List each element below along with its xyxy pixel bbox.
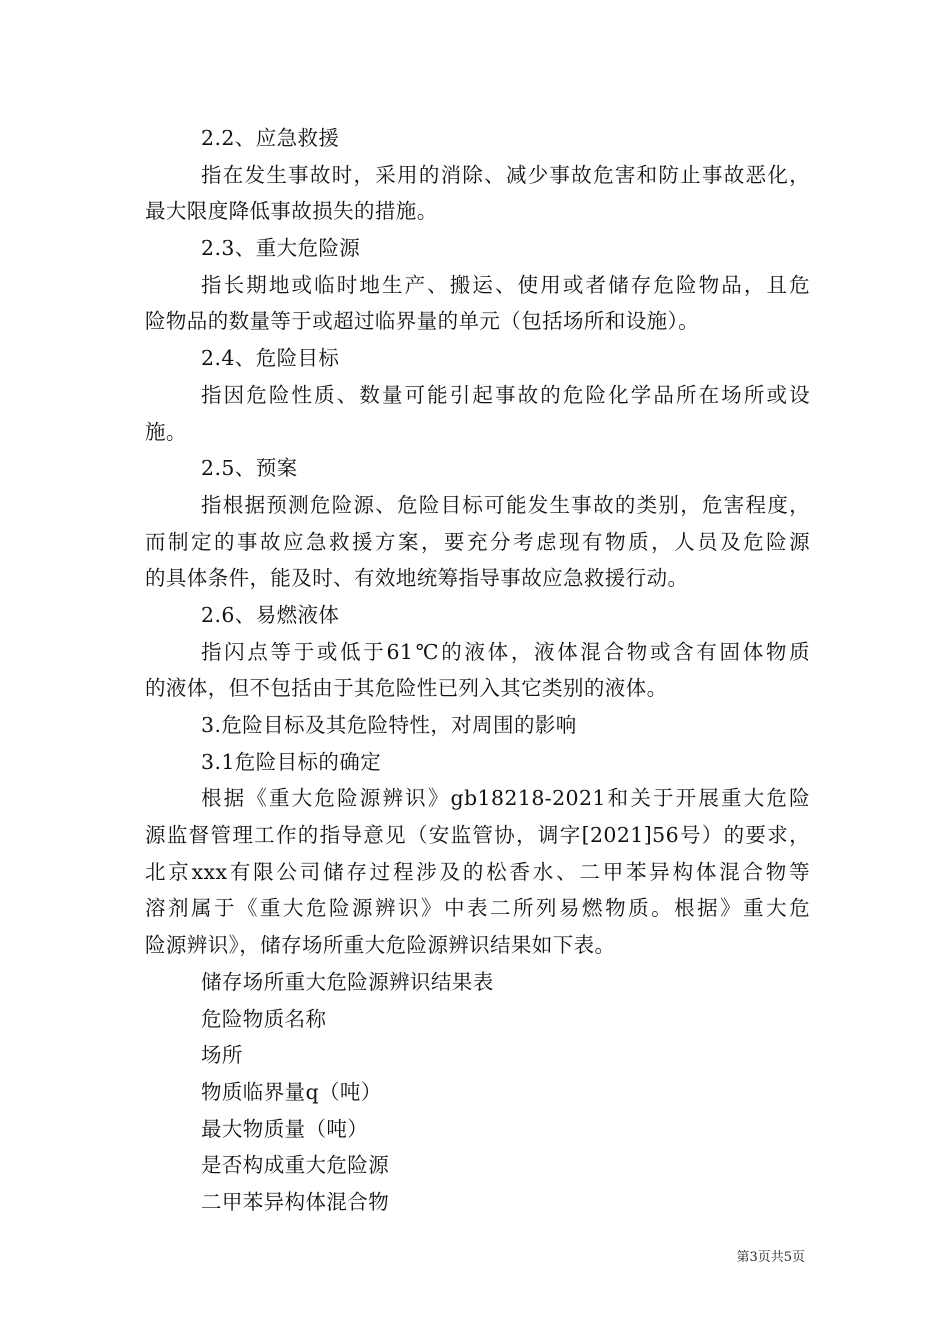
text-line: 危险物质名称 <box>201 1006 327 1031</box>
text-line: 险物品的数量等于或超过临界量的单元（包括场所和设施）。 <box>145 309 700 334</box>
text-line: 物质临界量q（吨） <box>201 1079 382 1104</box>
text-line: 溶剂属于《重大危险源辨识》中表二所列易燃物质。根据》重大危 <box>145 896 810 921</box>
text-line: 的液体，但不包括由于其危险性已列入其它类别的液体。 <box>145 676 668 701</box>
text-line: 储存场所重大危险源辨识结果表 <box>201 969 494 994</box>
text-line: 2.6、易燃液体 <box>201 602 340 627</box>
text-line: 2.4、危险目标 <box>201 346 340 371</box>
text-line: 指闪点等于或低于61℃的液体，液体混合物或含有固体物质 <box>201 639 810 664</box>
text-line: 最大物质量（吨） <box>201 1116 369 1141</box>
text-line: 源监督管理工作的指导意见（安监管协，调字[2021]56号）的要求， <box>145 823 810 848</box>
text-line: 指因危险性质、数量可能引起事故的危险化学品所在场所或设 <box>201 382 810 407</box>
text-line: 险源辨识》，储存场所重大危险源辨识结果如下表。 <box>145 933 616 958</box>
text-line: 施。 <box>145 419 187 444</box>
text-line: 最大限度降低事故损失的措施。 <box>145 199 438 224</box>
text-line: 指长期地或临时地生产、搬运、使用或者储存危险物品，且危 <box>201 272 810 297</box>
document-body <box>145 120 810 1221</box>
text-line: 北京xxx有限公司储存过程涉及的松香水、二甲苯异构体混合物等 <box>145 859 810 884</box>
text-line: 的具体条件，能及时、有效地统筹指导事故应急救援行动。 <box>145 566 689 591</box>
text-line: 场所 <box>201 1043 243 1068</box>
text-line: 指根据预测危险源、危险目标可能发生事故的类别，危害程度， <box>201 492 810 517</box>
text-line: 指在发生事故时，采用的消除、减少事故危害和防止事故恶化， <box>201 162 810 187</box>
text-line: 根据《重大危险源辨识》gb18218-2021和关于开展重大危险 <box>201 786 810 811</box>
text-line: 是否构成重大危险源 <box>201 1153 390 1178</box>
text-line: 3.1危险目标的确定 <box>201 749 382 774</box>
text-line: 2.5、预案 <box>201 456 298 481</box>
page-number: 第3页共5页 <box>736 1250 805 1265</box>
text-line: 2.2、应急救援 <box>201 126 340 150</box>
text-line: 2.3、重大危险源 <box>201 236 361 261</box>
text-line: 二甲苯异构体混合物 <box>201 1189 390 1214</box>
text-line: 3.危险目标及其危险特性，对周围的影响 <box>201 713 577 737</box>
text-line: 而制定的事故应急救援方案，要充分考虑现有物质，人员及危险源 <box>145 529 810 554</box>
